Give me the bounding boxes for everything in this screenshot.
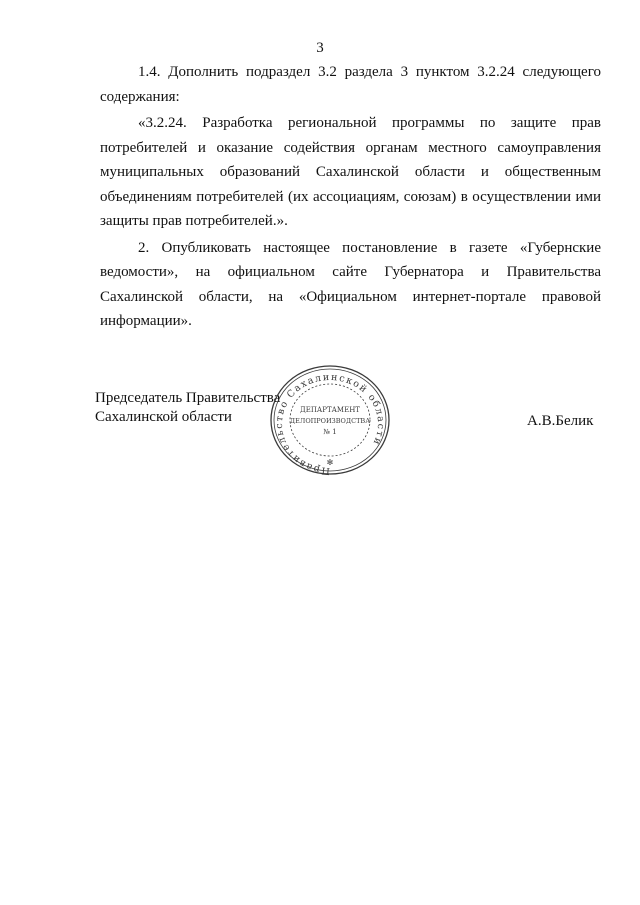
document-body	[100, 60, 601, 334]
signatory-position	[95, 389, 280, 427]
signatory-name: А.В.Белик	[527, 413, 594, 429]
svg-text:ДЕПАРТАМЕНТ: ДЕПАРТАМЕНТ	[300, 406, 360, 414]
signatory-position-line1: Председатель Правительства	[95, 390, 281, 406]
paragraph-3-2-24: «3.2.24. Разработка региональной программы по защите прав потребителей и оказание содействия органам местного самоуправления муниципальных образований Сахалинской области и общественным объединениям потребителей (их ассоциациям, союзам) в осуществлении ими защиты прав потребителей.».	[100, 115, 601, 229]
paragraph-2: 2. Опубликовать настоящее постановление в газете «Губернские ведомости», на официальном сайте Губернатора и Правительства Сахалинской области, на «Официальном интернет-портале правовой информации».	[100, 239, 601, 329]
svg-text:✻: ✻	[326, 458, 334, 467]
svg-text:№ 1: № 1	[323, 428, 337, 436]
page-number: 3	[316, 40, 324, 56]
signatory-position-line2: Сахалинской области	[95, 409, 232, 425]
official-seal	[268, 363, 392, 477]
seal-stamp-icon	[268, 363, 392, 477]
svg-text:Правительство Сахалинской обла: Правительство Сахалинской области	[273, 371, 387, 477]
svg-text:ДЕЛОПРОИЗВОДСТВА: ДЕЛОПРОИЗВОДСТВА	[289, 417, 371, 425]
paragraph-1-4: 1.4. Дополнить подраздел 3.2 раздела 3 пунктом 3.2.24 следующего содержания:	[100, 64, 601, 105]
